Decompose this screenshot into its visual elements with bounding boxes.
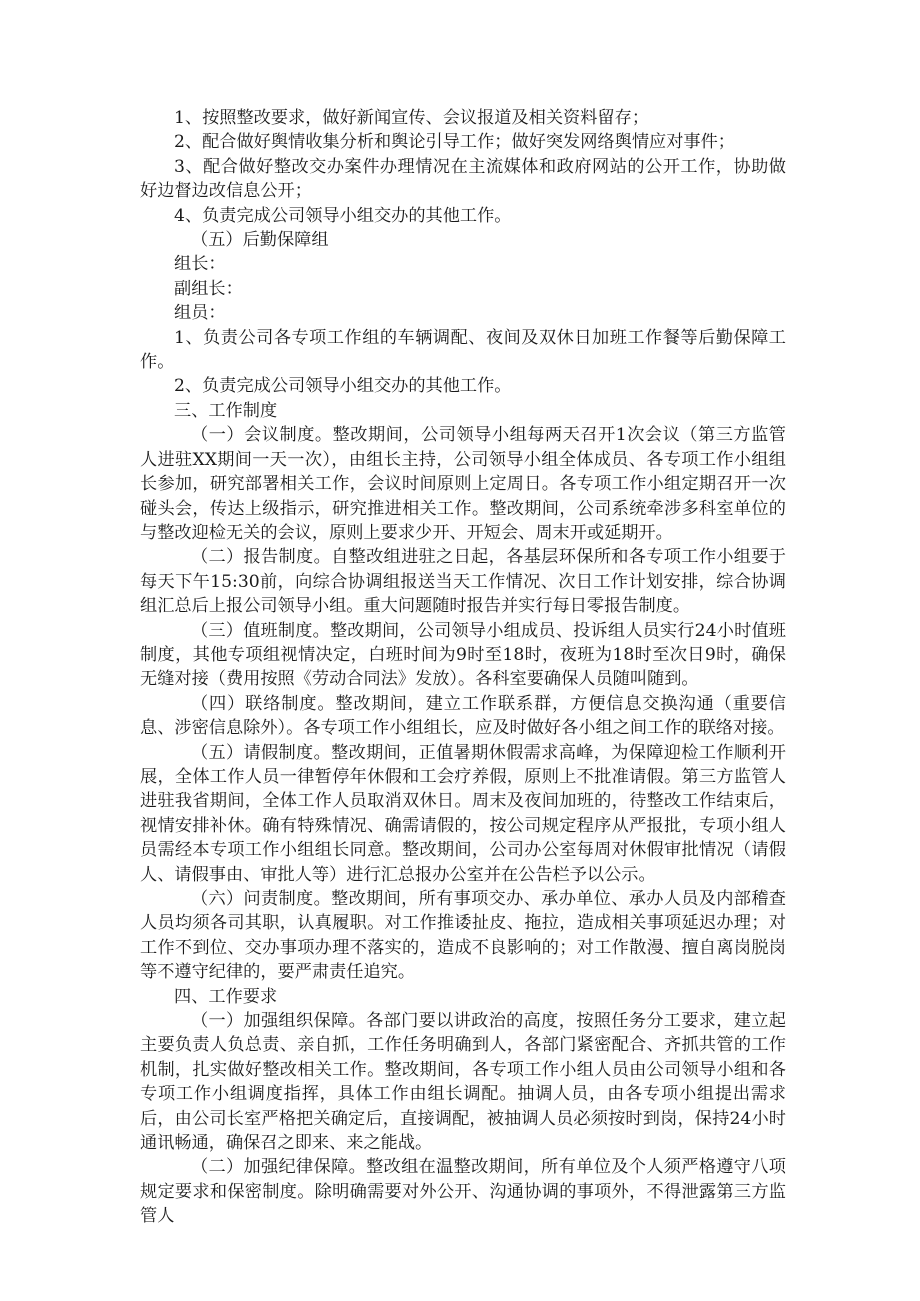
accountability-system-paragraph: （六）问责制度。整改期间，所有事项交办、承办单位、承办人员及内部稽查人员均须各司其职，认真履职。对工作推诿扯皮、拖拉，造成相关事项延迟办理；对工作不到位、交办事项办理不落实的，造成不良影响的；对工作散漫、擅自离岗脱岗等不遵守纪律的，要严肃责任追究。: [140, 889, 786, 983]
leave-system-paragraph: （五）请假制度。整改期间，正值暑期休假需求高峰，为保障迎检工作顺利开展，全体工作人员一律暂停年休假和工会疗养假，原则上不批准请假。第三方监管人进驻我省期间，全体工作人员取消双休日。周末及夜间加班的，待整改工作结束后，视情安排补休。确有特殊情况、确需请假的，按公司规定程序从严报批，专项小组人员需经本专项工作小组组长同意。整改期间，公司办公室每周对休假审批情况（请假人、请假事由、审批人等）进行汇总报办公室并在公告栏予以公示。: [140, 742, 786, 885]
group-members-label: 组员：: [174, 303, 226, 324]
liaison-system-paragraph: （四）联络制度。整改期间，建立工作联系群，方便信息交换沟通（重要信息、涉密信息除外）。各专项工作小组组长，应及时做好各小组之间工作的联络对接。: [140, 693, 786, 739]
item-2-public-opinion: 2、配合做好舆情收集分析和舆论引导工作；做好突发网络舆情应对事件；: [174, 132, 735, 153]
report-system-paragraph: （二）报告制度。自整改组进驻之日起，各基层环保所和各专项工作小组要于每天下午15:30前，向综合协调组报送当天工作情况、次日工作计划安排，综合协调组汇总后上报公司领导小组。重大问题随时报告并实行每日零报告制度。: [140, 547, 786, 617]
section-logistics-group-heading: （五）后勤保障组: [191, 230, 329, 251]
heading-work-requirements: 四、工作要求: [174, 986, 278, 1007]
document-body: [140, 106, 786, 1229]
heading-work-system: 三、工作制度: [174, 400, 278, 421]
meeting-system-paragraph: （一）会议制度。整改期间，公司领导小组每两天召开1次会议（第三方监管人进驻XX期间一天一次），由组长主持，公司领导小组全体成员、各专项工作小组组长参加，研究部署相关工作，会议时间原则上定周日。各专项工作小组定期召开一次碰头会，传达上级指示，研究推进相关工作。整改期间，公司系统牵涉多科室单位的与整改迎检无关的会议，原则上要求少开、开短会、周末开或延期开。: [140, 425, 786, 543]
group-leader-label: 组长：: [174, 254, 226, 275]
organization-guarantee-paragraph: （一）加强组织保障。各部门要以讲政治的高度，按照任务分工要求，建立起主要负责人负总责、亲自抓，工作任务明确到人，各部门紧密配合、齐抓共管的工作机制，扎实做好整改相关工作。整改期间，各专项工作小组人员由公司领导小组和各专项工作小组调度指挥，具体工作由组长调配。抽调人员，由各专项小组提出需求后，由公司长室严格把关确定后，直接调配，被抽调人员必须按时到岗，保持24小时通讯畅通，确保召之即来、来之能战。: [140, 1011, 786, 1154]
logistics-item-1: 1、负责公司各专项工作组的车辆调配、夜间及双休日加班工作餐等后勤保障工作。: [140, 327, 786, 373]
deputy-leader-label: 副组长：: [174, 278, 243, 299]
discipline-guarantee-paragraph: （二）加强纪律保障。整改组在温整改期间，所有单位及个人须严格遵守八项规定要求和保密制度。除明确需要对外公开、沟通协调的事项外，不得泄露第三方监管人: [140, 1157, 786, 1227]
item-4-other-tasks: 4、负责完成公司领导小组交办的其他工作。: [174, 205, 512, 226]
item-1-news-publicity: 1、按照整改要求，做好新闻宣传、会议报道及相关资料留存；: [174, 108, 650, 128]
logistics-item-2: 2、负责完成公司领导小组交办的其他工作。: [174, 376, 512, 397]
duty-system-paragraph: （三）值班制度。整改期间，公司领导小组成员、投诉组人员实行24小时值班制度，其他专项组视情决定，白班时间为9时至18时，夜班为18时至次日9时，确保无缝对接（费用按照《劳动合同法》发放）。各科室要确保人员随叫随到。: [140, 620, 786, 690]
item-3-case-disclosure: 3、配合做好整改交办案件办理情况在主流媒体和政府网站的公开工作，协助做好边督边改信息公开；: [140, 156, 786, 202]
